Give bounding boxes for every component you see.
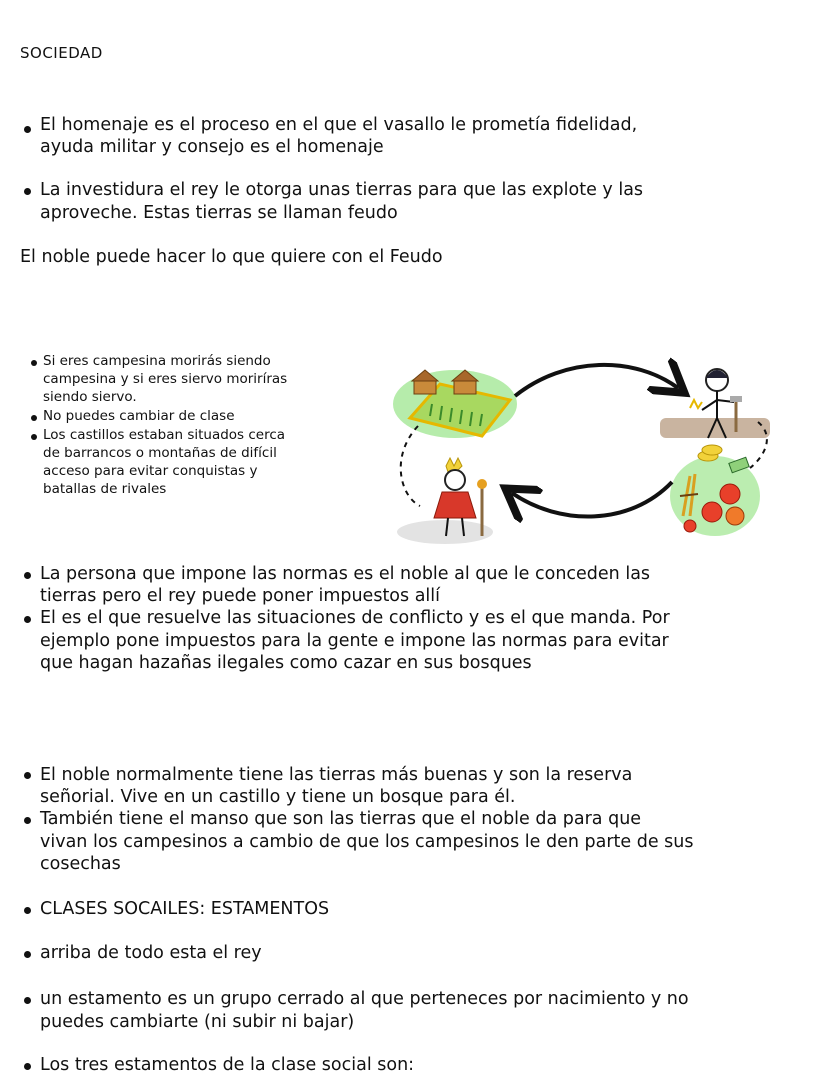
note1-line-3: siendo siervo. bbox=[43, 389, 137, 405]
bullet-dot bbox=[24, 616, 31, 623]
note3-line-1: Los castillos estaban situados cerca bbox=[43, 427, 286, 443]
farmland-icon bbox=[393, 370, 517, 438]
peasant-icon bbox=[660, 369, 770, 438]
normas-line-2: tierras pero el rey puede poner impuestos allí bbox=[40, 586, 441, 606]
note3-line-4: batallas de rivales bbox=[43, 481, 167, 497]
investidura-line-1: La investidura el rey le otorga unas tierras para que las explote y las bbox=[40, 180, 644, 200]
homenaje-line-2: ayuda militar y consejo es el homenaje bbox=[40, 137, 384, 157]
conflicto-line-2: ejemplo pone impuestos para la gente e impone las normas para evitar bbox=[40, 631, 669, 651]
estamento-def-line-1: un estamento es un grupo cerrado al que perteneces por nacimiento y no bbox=[40, 989, 689, 1009]
reserva-line-2: señorial. Vive en un castillo y tiene un bosque para él. bbox=[40, 787, 516, 807]
note-bullet-dot bbox=[31, 360, 37, 366]
note1-line-2: campesina y si eres siervo moriríras bbox=[43, 371, 288, 387]
normas-line-1: La persona que impone las normas es el noble al que le conceden las bbox=[40, 564, 651, 584]
manso-line-3: cosechas bbox=[40, 854, 121, 874]
rey-line: arriba de todo esta el rey bbox=[40, 943, 262, 963]
investidura-line-2: aproveche. Estas tierras se llaman feudo bbox=[40, 203, 398, 223]
manso-line-1: También tiene el manso que son las tierras que el noble da para que bbox=[40, 809, 642, 829]
king-icon bbox=[397, 458, 493, 544]
note-bullet-dot bbox=[31, 434, 37, 440]
bullet-dot bbox=[24, 997, 31, 1004]
bullet-dot bbox=[24, 907, 31, 914]
harvest-tribute-icon bbox=[670, 445, 760, 536]
noble-feudo-line: El noble puede hacer lo que quiere con el Feudo bbox=[20, 247, 443, 267]
estamentos-heading: CLASES SOCAILES: ESTAMENTOS bbox=[40, 899, 330, 919]
estamento-def-line-2: puedes cambiarte (ni subir ni bajar) bbox=[40, 1012, 355, 1032]
conflicto-line-1: El es el que resuelve las situaciones de conflicto y es el que manda. Por bbox=[40, 608, 670, 628]
reserva-line-1: El noble normalmente tiene las tierras más buenas y son la reserva bbox=[40, 765, 633, 785]
bullet-dot bbox=[24, 126, 31, 133]
bullet-dot bbox=[24, 951, 31, 958]
bullet-dot bbox=[24, 188, 31, 195]
bullet-dot bbox=[24, 1063, 31, 1070]
note1-line-1: Si eres campesina morirás siendo bbox=[43, 353, 271, 369]
note2-line-1: No puedes cambiar de clase bbox=[43, 408, 235, 424]
note3-line-3: acceso para evitar conquistas y bbox=[43, 463, 258, 479]
bullet-dot bbox=[24, 772, 31, 779]
bullet-dot bbox=[24, 572, 31, 579]
tres-estamentos-line: Los tres estamentos de la clase social son: bbox=[40, 1055, 415, 1075]
note3-line-2: de barrancos o montañas de difícil bbox=[43, 445, 277, 461]
conflicto-line-3: que hagan hazañas ilegales como cazar en sus bosques bbox=[40, 653, 532, 673]
bullet-dot bbox=[24, 817, 31, 824]
feudal-cycle-illustration bbox=[390, 356, 780, 552]
page-title: SOCIEDAD bbox=[20, 44, 103, 62]
manso-line-2: vivan los campesinos a cambio de que los campesinos le den parte de sus bbox=[40, 832, 694, 852]
homenaje-line-1: El homenaje es el proceso en el que el vasallo le prometía fidelidad, bbox=[40, 115, 638, 135]
note-bullet-dot bbox=[31, 415, 37, 421]
